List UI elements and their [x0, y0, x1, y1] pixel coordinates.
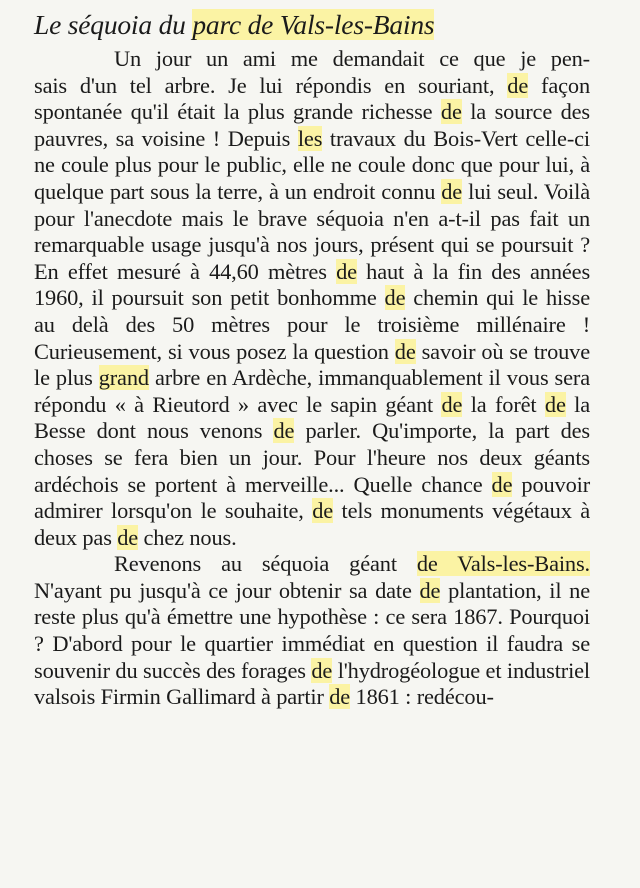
p1-text: arbre en Ardèche, immanquablement il vous sera répondu « à Rieutord » avec le sapin géant — [34, 365, 590, 417]
p1-text: la forêt — [462, 391, 545, 417]
highlight: de — [329, 684, 351, 710]
p1-text: façon spontanée qu'il était la plus grande richesse — [34, 72, 591, 125]
p1-text: tels monuments végétaux à deux pas — [34, 498, 590, 550]
p1-text: lui seul. Voilà pour l'anecdote mais le brave séquoia n'en a-t-il pas fait un remarquable usage jusqu'à nos jours, présent qui se poursuit ? En effet mesuré à 44,60 mètres — [34, 178, 590, 284]
p1-text: la Besse dont nous venons — [34, 391, 591, 444]
highlight: de — [336, 258, 357, 284]
highlight: de — [441, 391, 463, 417]
highlight: de — [311, 657, 333, 683]
p1-text: la source des pauvres, sa voisine ! Depuis — [34, 99, 590, 151]
p2-text: N'ayant pu jusqu'à ce jour obtenir sa date — [34, 577, 420, 603]
highlight: de — [491, 471, 513, 497]
highlight: de Vals-les-Bains. — [416, 551, 590, 577]
highlight: de — [312, 498, 334, 524]
highlight: de — [440, 99, 462, 125]
p1-text: haut à la fin des années 1960, il poursuit son petit bonhomme — [34, 258, 591, 311]
highlight: de — [544, 391, 566, 417]
title-highlight: parc de Vals-les-Bains — [192, 9, 435, 40]
section-title — [34, 6, 590, 44]
p1-text: savoir où se trouve le plus — [34, 338, 590, 391]
highlight: de — [441, 178, 463, 204]
p2-text: 1861 : redécou- — [350, 684, 494, 710]
p2-text: Revenons au séquoia géant — [114, 551, 417, 577]
p2-text: l'hydrogéologue et industriel valsois Firmin Gallimard à partir — [34, 657, 590, 710]
p2-opening-line — [34, 551, 590, 578]
p1-text: chez nous. — [138, 524, 237, 550]
p1-text: chemin qui le hisse au delà des 50 mètres pour le troisième millénaire ! Curieusement, si vous posez la question — [34, 285, 590, 364]
highlight: de — [394, 338, 416, 364]
highlight: de — [419, 577, 441, 603]
highlight: de — [384, 285, 406, 311]
highlight: de — [273, 418, 295, 444]
p1-text: travaux du Bois-Vert celle-ci ne coule plus pour le public, elle ne coule donc que pour lui, à quelque part sous la terre, à un endroit connu — [34, 125, 590, 204]
p1-text: parler. Qu'importe, la part des choses se fera bien un jour. Pour l'heure nos deux géants ardéchois se portent à merveille... Quelle chance — [34, 418, 590, 497]
highlight: de — [117, 524, 139, 550]
highlight: grand — [98, 365, 149, 391]
title-text: Le séquoia du — [34, 9, 193, 40]
p1-opening-line: Un jour un ami me demandait ce que je pen- — [114, 46, 590, 71]
p2-text: plantation, il ne reste plus qu'à émettre une hypothèse : ce sera 1867. Pourquoi ? D'abord pour le quartier immédiat en question il faudra se souvenir du succès des forages — [34, 577, 591, 683]
highlight: les — [297, 125, 323, 151]
paragraph-1 — [34, 46, 590, 551]
paragraph-2 — [34, 551, 590, 711]
highlight: de — [507, 72, 529, 98]
p1-text: sais d'un tel arbre. Je lui répondis en souriant, — [34, 72, 508, 98]
p1-text: pouvoir admirer lorsqu'on le souhaite, — [34, 471, 590, 524]
